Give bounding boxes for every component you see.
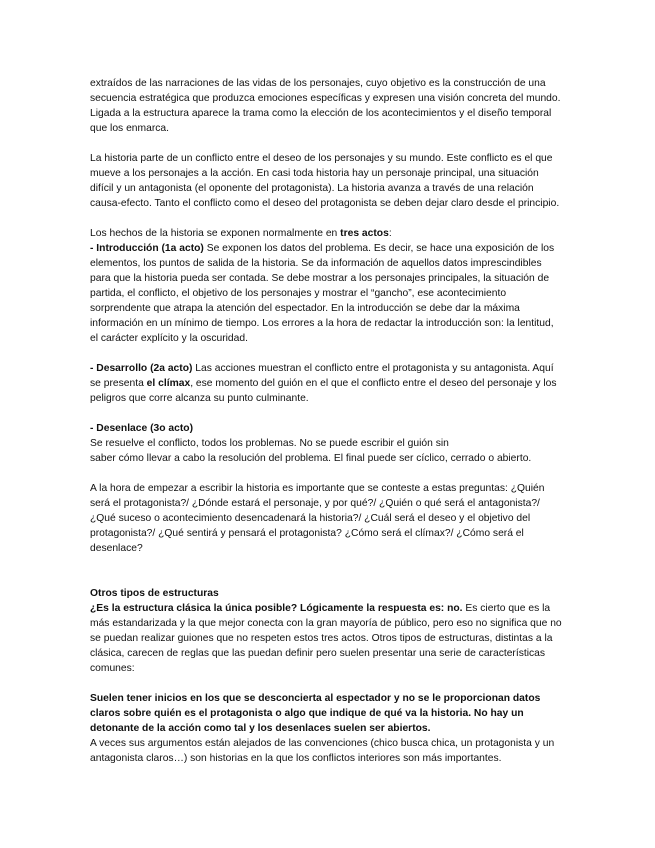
paragraph-conventions: A veces sus argumentos están alejados de las convenciones (chico busca chica, un protagonista y un antagonista claros…) son historias en la que los conflictos interiores son más importantes. <box>90 738 555 764</box>
paragraph-three-acts-lead <box>90 226 562 241</box>
paragraph-act-2 <box>90 361 562 406</box>
classic-question-text: Es cierto que es la más estandarizada y la que mejor conecta con la gran mayoría de público, pero eso no significa que no se puedan realizar guiones que no respeten estos tres actos. Otros tipos de estructuras, distintas a la clásica, carecen de reglas que las puedan definir pero suelen presentar una serie de características comunes: <box>90 603 562 674</box>
act-3-line-2: saber cómo llevar a cabo la resolución del problema. El final puede ser cíclico, cerrado o abierto. <box>90 453 532 464</box>
act-3-title <box>90 421 562 436</box>
paragraph-classic-question <box>90 601 562 676</box>
act-3-line-1: Se resuelve el conflicto, todos los problemas. No se puede escribir el guión sin <box>90 438 449 449</box>
lead-text: Los hechos de la historia se exponen normalmente en <box>90 228 341 239</box>
paragraph-characteristics <box>90 691 562 736</box>
act-2-text-b: , ese momento del guión en el que el conflicto entre el deseo del personaje y los peligros que corre alcanza su punto culminante. <box>90 378 557 404</box>
lead-bold: tres actos <box>340 228 389 239</box>
document-page <box>90 76 562 766</box>
section-heading-other-structures <box>90 586 562 601</box>
paragraph-conflict: La historia parte de un conflicto entre el deseo de los personajes y su mundo. Este conflicto es el que mueve a los personajes a la acción. En casi toda historia hay un personaje principal, una situación difícil y un antagonista (el oponente del protagonista). La historia avanza a través de una relación causa-efecto. Tanto el conflicto como el deseo del protagonista se deben dejar claro desde el principio. <box>90 153 560 209</box>
act-2-text-a: Las acciones muestran el conflicto entre el protagonista y su antagonista. Aquí se presenta <box>90 363 554 389</box>
act-3-title-text: - Desenlace (3o acto) <box>90 423 194 434</box>
lead-colon: : <box>388 228 392 239</box>
paragraph-structure: extraídos de las narraciones de las vidas de los personajes, cuyo objetivo es la construcción de una secuencia estratégica que produzca emociones específicas y expresen una visión concreta del mundo. Ligada a la estructura aparece la trama como la elección de los acontecimientos y el diseño temporal que los enmarca. <box>90 78 561 134</box>
act-2-climax: el clímax <box>146 378 191 389</box>
act-2-title: - Desarrollo (2a acto) <box>90 363 193 374</box>
classic-question-bold: ¿Es la estructura clásica la única posible? Lógicamente la respuesta es: no. <box>90 603 463 614</box>
paragraph-questions: A la hora de empezar a escribir la historia es importante que se conteste a estas preguntas: ¿Quién será el protagonista?/ ¿Dónde estará el personaje, y por qué?/ ¿Quién o qué será el antagonista?/ ¿Qué suceso o acontecimiento desencadenará la historia?/ ¿Cuál será el deseo y el objetivo del protagonista?/ ¿Qué sentirá y pensará el protagonista? ¿Cómo será el clímax?/ ¿Cómo será el desenlace? <box>90 483 545 554</box>
act-1-text: Se exponen los datos del problema. Es decir, se hace una exposición de los elementos, los puntos de salida de la historia. Se da información de aquellos datos imprescindibles para que la historia pueda ser contada. Se debe mostrar a los personajes principales, la situación de partida, el conflicto, el objetivo de los personajes y mostrar el “gancho”, ese acontecimiento sorprendente que atrapa la atención del espectador. En la introducción se debe dar la máxima información en un mínimo de tiempo. Los errores a la hora de redactar la introducción son: la lentitud, el carácter explícito y la oscuridad. <box>90 243 555 344</box>
characteristics-bold: Suelen tener inicios en los que se desconcierta al espectador y no se le proporcionan datos claros sobre quién es el protagonista o algo que indique de qué va la historia. No hay un detonante de la acción como tal y los desenlaces suelen ser abiertos. <box>90 693 541 734</box>
paragraph-act-1 <box>90 241 562 346</box>
other-structures-heading: Otros tipos de estructuras <box>90 588 219 599</box>
act-1-title: - Introducción (1a acto) <box>90 243 204 254</box>
